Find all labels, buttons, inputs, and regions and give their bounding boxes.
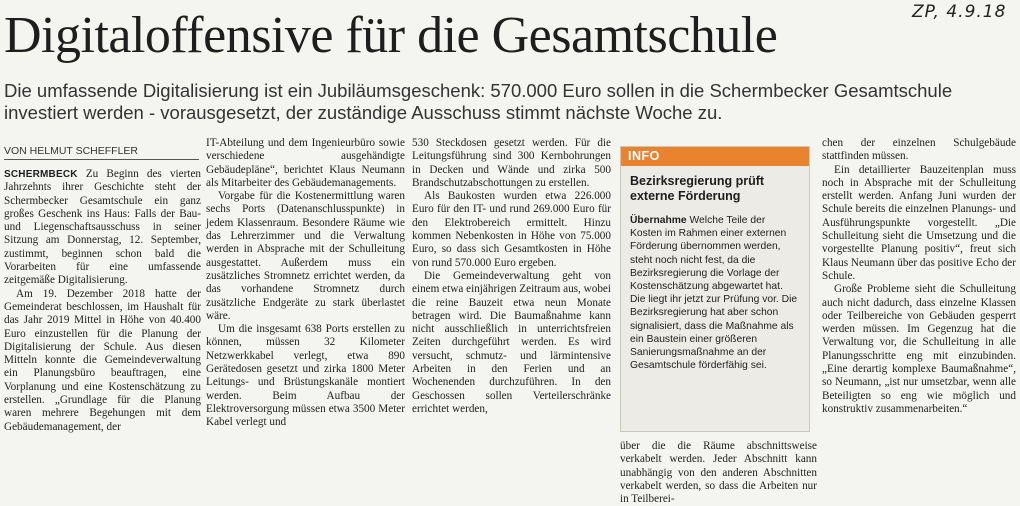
article-paragraph: chen der einzelnen Schulgebäude stattfinden müssen. [822, 137, 1016, 163]
info-lead: Übernahme [630, 215, 687, 226]
article-paragraph: Um die insgesamt 638 Ports erstellen zu können, müssen 32 Kilometer Netzwerkkabel verlegt, etwa 890 Gerätedosen gesetzt und zirka 1800 Meter Leitungs- und Brüstungskanäle montiert werden. Beim Aufbau der Elektroversorgung müssen etwa 3500 Meter Kabel verlegt und [206, 323, 405, 429]
article-paragraph: Am 19. Dezember 2018 hatte der Gemeinderat beschlossen, im Haushalt für das Jahr 2019 Mittel in Höhe von 40.400 Euro einzustellen für die Planung der Digitalisierung der Schule. Aus diesen Mitteln konnte die Gemeindeverwaltung ein Planungsbüro beauftragen, eine Vorplanung und eine Kostenschätzung zu erstellen. „Grundlage für die Planung waren mehrere Begehungen mit dem Gebäudemanagement, der [4, 287, 201, 433]
handwritten-date-note: ZP, 4.9.18 [912, 2, 1007, 22]
dateline: SCHERMBECK [4, 169, 78, 180]
byline: VON HELMUT SCHEFFLER [4, 145, 199, 160]
info-label: INFO [621, 147, 809, 166]
article-column-3 [412, 137, 611, 489]
article-column-2 [206, 137, 405, 489]
article-paragraph: Ein detaillierter Bauzeitenplan muss noch in Absprache mit der Schulleitung erstellt werden. Anfang Juni wurden der Schule bereits die einzelnen Planungs- und Ausführungspunkte vorgestellt. „Die Schulleitung sieht die Umsetzung und die vorgestellte Planung positiv“, freut sich Klaus Neumann über das positive Echo der Schule. [822, 163, 1016, 282]
subheadline: Die umfassende Digitalisierung ist ein Jubiläumsgeschenk: 570.000 Euro sollen in die Schermbecker Gesamtschule investiert werden - vorausgesetzt, der zuständige Ausschuss stimmt nächste Woche zu. [4, 80, 953, 123]
article-paragraph: Als Baukosten wurden etwa 226.000 Euro für den IT- und rund 269.000 Euro für den Elektrobereich ermittelt. Hinzu kommen Nebenkosten in Höhe von 75.000 Euro, so dass sich Gesamtkosten in Höhe von rund 570.000 Euro ergeben. [412, 190, 611, 269]
headline: Digitaloffensive für die Gesamtschule [4, 7, 778, 64]
info-box [620, 146, 810, 432]
article-column-4 [620, 440, 817, 506]
info-body [621, 210, 809, 372]
article-paragraph: Die Gemeindeverwaltung geht von einem etwa einjährigen Zeitraum aus, wobei die reine Bauzeit etwa neun Monate betragen wird. Die Baumaßnahme kann nicht ausschließlich in unterrichtsfreien Zeiten durchgeführt werden. Es wird versucht, schmutz- und lärmintensive Arbeiten in den Ferien und an Wochenenden durchzuführen. In den Geschossen sollen Verteilerschränke errichtet werden, [412, 269, 611, 415]
article-paragraph: Große Probleme sieht die Schulleitung auch nicht dadurch, dass einzelne Klassen oder Teilbereiche von Gebäuden gesperrt werden müssen. Im Gegenzug hat die Verwaltung vor, die Schulleitung in alle Planungsschritte eng mit einzubinden. „Eine derartig komplexe Baumaßnahme“, so Neumann, „ist nur umsetzbar, wenn alle Beteiligten so eng wie möglich und konstruktiv zusammenarbeiten.“ [822, 283, 1016, 415]
article-column-1 [4, 168, 201, 489]
paragraph-text: Zu Beginn des vierten Jahrzehnts ihrer Geschichte steht der Schermbecker Gesamtschule ein ganz großes Geschenk ins Haus: Falls der Bau- und Liegenschaftsausschuss in seiner Sitzung am Donnerstag, 12. September, zustimmt, beginnen schon bald die Vorarbeiten für eine umfassende zeitgemäße Digitalisierung. [4, 168, 201, 287]
article-paragraph: 530 Steckdosen gesetzt werden. Für die Leitungsführung sind 300 Kernbohrungen in Decken und Wände und zirka 500 Brandschutzabschottungen zu erstellen. [412, 137, 611, 189]
article-paragraph: Vorgabe für die Kostenermittlung waren sechs Ports (Datenanschlusspunkte) in jedem Klassenraum. Besondere Räume wie das Lehrerzimmer und die Verwaltung werden in Absprache mit der Schulleitung ausgestattet. Außerdem muss ein zusätzliches Stromnetz errichtet werden, da das vorhandene Stromnetz durch zusätzliche Endgeräte zu stark überlastet wäre. [206, 190, 405, 322]
article-paragraph: IT-Abteilung und dem Ingenieurbüro sowie verschiedene ausgehändigte Gebäudepläne“, berichtet Klaus Neumann als Mitarbeiter des Gebäudemanagements. [206, 137, 405, 189]
info-body-text: Welche Teile der Kosten im Rahmen einer externen Förderung übernommen werden, steht noch nicht fest, da die Bezirksregierung die Vorlage der Kostenschätzung abgewartet hat. Die liegt ihr jetzt zur Prüfung vor. Die Bezirksregierung hat aber schon signalisiert, dass die Maßnahme als ein Baustein einer größeren Sanierungsmaßnahme an der Gesamtschule förderfähig sei. [630, 215, 798, 372]
article-paragraph [4, 168, 201, 288]
article-paragraph: über die die Räume abschnittsweise verkabelt werden. Jeder Abschnitt kann unabhängig von den anderen Abschnitten verkabelt werden, so dass die Arbeiten nur in Teilberei- [620, 440, 817, 506]
info-title: Bezirksregierung prüft externe Förderung [630, 174, 765, 203]
article-column-5 [822, 137, 1016, 489]
